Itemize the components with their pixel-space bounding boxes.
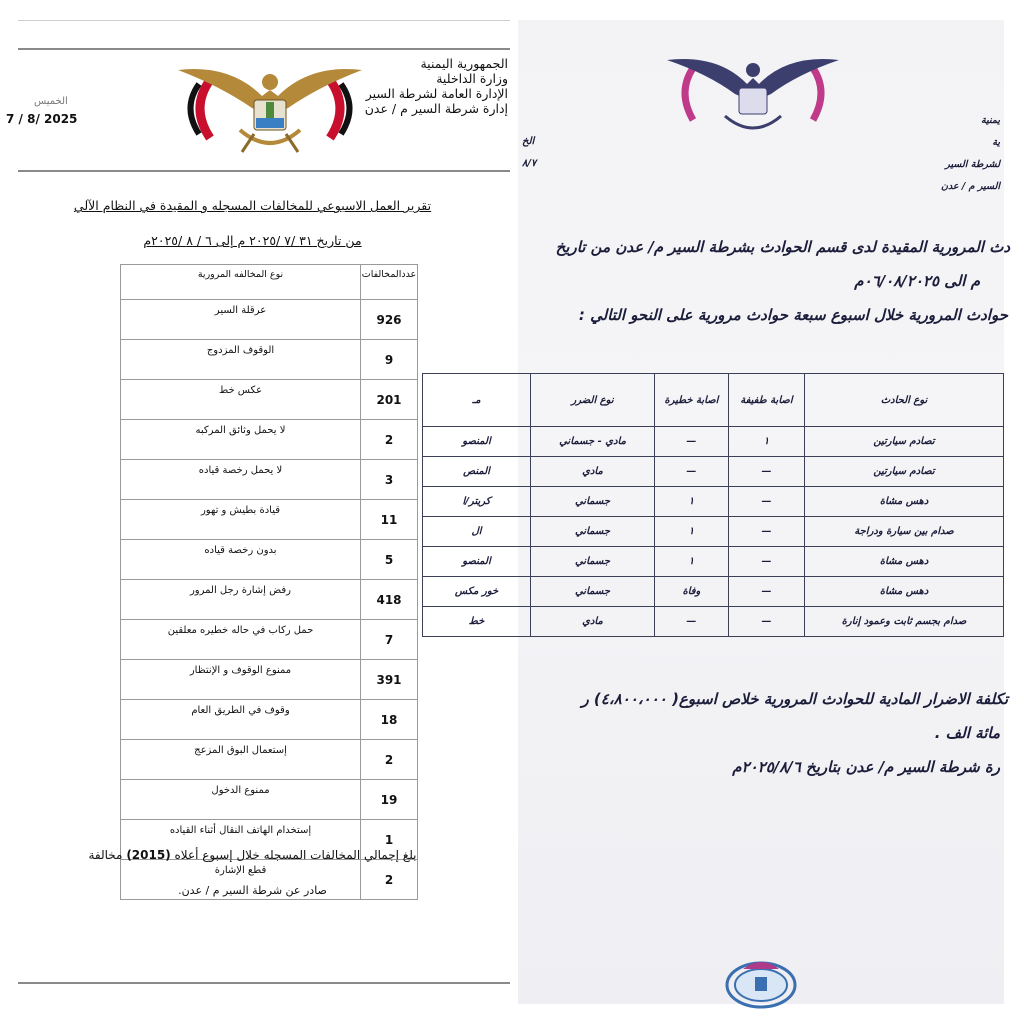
report-intro-line: دث المرورية المقيدة لدى قسم الحوادث بشرطة السير م/ عدن من تاريخ [555, 238, 1010, 256]
location: المنصو [423, 547, 531, 577]
violation-type: وقوف في الطريق العام [121, 700, 361, 740]
ministry-line: الجمهورية اليمنية [420, 56, 508, 71]
report-title: تقرير العمل الاسبوعي للمخالفات المسجله و المقيدة في النظام الآلي [73, 198, 432, 213]
violation-count: 2 [361, 420, 418, 460]
police-seal-icon [723, 955, 799, 1005]
violation-type: حمل ركاب في حاله خطيره معلقين [121, 620, 361, 660]
header-minor-injury: اصابة طفيفة [728, 374, 804, 427]
serious-injury: — [654, 607, 728, 637]
accident-type: دهس مشاة [805, 487, 1004, 517]
violation-type: بدون رخصة قياده [121, 540, 361, 580]
summary-line [0, 848, 505, 862]
damage-cost-line-2: مائة الف . [934, 724, 1000, 742]
yemen-emblem-icon [663, 50, 843, 140]
date-fragment: ٨/٧ [522, 158, 537, 169]
table-row [121, 620, 418, 660]
ministry-line: وزارة الداخلية [436, 71, 508, 86]
minor-injury: — [728, 577, 804, 607]
table-row [423, 607, 1004, 637]
minor-injury: — [728, 607, 804, 637]
violation-type: ممنوع الوقوف و الإنتظار [121, 660, 361, 700]
day-name-fragment: الخ [522, 136, 535, 147]
report-summary-line: حوادث المرورية خلال اسبوع سبعة حوادث مرورية على النحو التالي : [578, 306, 1008, 324]
table-row [121, 300, 418, 340]
table-row [423, 547, 1004, 577]
damage-cost-line: تكلفة الاضرار المادية للحوادث المرورية خلاص اسبوع( ٤،٨٠٠،٠٠٠) ر [581, 690, 1008, 708]
table-row [121, 340, 418, 380]
serious-injury: ١ [654, 487, 728, 517]
damage-type: جسماني [531, 517, 655, 547]
violation-count: 3 [361, 460, 418, 500]
accident-type: صدام بجسم ثابت وعمود إنارة [805, 607, 1004, 637]
header-serious-injury: اصابة خطيرة [654, 374, 728, 427]
damage-type: جسماني [531, 487, 655, 517]
table-row [121, 580, 418, 620]
violation-type: عكس خط [121, 380, 361, 420]
table-row [423, 427, 1004, 457]
ministry-line: الإدارة العامة لشرطة السير [365, 86, 508, 101]
damage-type: جسماني [531, 577, 655, 607]
day-name: الخميس [34, 96, 68, 107]
report-footer-line: رة شرطة السير م/ عدن بتاريخ ٢٠٢٥/٨/٦م [732, 758, 1000, 776]
violation-type: رفض إشارة رجل المرور [121, 580, 361, 620]
violation-count: 391 [361, 660, 418, 700]
violation-type: قطع الإشارة [121, 860, 361, 900]
header-top-rule [18, 48, 510, 50]
minor-injury: — [728, 457, 804, 487]
report-period-line: م الى ٠٦/٠٨/٢٠٢٥م [854, 272, 980, 290]
damage-type: مادي [531, 457, 655, 487]
summary-total: (2015) [126, 848, 171, 862]
yemen-eagle-emblem-icon [170, 60, 370, 156]
ministry-line: السير م / عدن [940, 181, 1000, 192]
damage-type: جسماني [531, 547, 655, 577]
table-row [121, 780, 418, 820]
summary-text: بلغ إجمالي المخالفات المسجله خلال إسبوع أعلاه [174, 848, 417, 862]
minor-injury: ١ [728, 427, 804, 457]
location: ال [423, 517, 531, 547]
report-date: 7 / 8/ 2025 [6, 112, 78, 126]
violation-count: 7 [361, 620, 418, 660]
accident-type: دهس مشاة [805, 547, 1004, 577]
serious-injury: وفاة [654, 577, 728, 607]
table-row [121, 700, 418, 740]
violation-count: 418 [361, 580, 418, 620]
table-row [423, 487, 1004, 517]
ministry-line: ية [992, 137, 1000, 148]
violation-type: إستخدام الهاتف النقال أثناء القياده [121, 820, 361, 860]
table-row [121, 740, 418, 780]
top-divider [18, 20, 510, 21]
report-period: من تاريخ ٣١ /٧ /٢٠٢٥ م إلى ٦ / ٨ /٢٠٢٥م [143, 233, 362, 248]
damage-type: مادي - جسماني [531, 427, 655, 457]
serious-injury: — [654, 457, 728, 487]
ministry-header [941, 110, 1000, 198]
violation-count: 11 [361, 500, 418, 540]
violation-type: الوقوف المزدوج [121, 340, 361, 380]
table-row [121, 500, 418, 540]
accident-type: صدام بين سيارة ودراجة [805, 517, 1004, 547]
accident-type: دهس مشاة [805, 577, 1004, 607]
violation-count: 2 [361, 740, 418, 780]
serious-injury: — [654, 427, 728, 457]
violation-type: لا يحمل وثائق المركبه [121, 420, 361, 460]
ministry-header [365, 56, 508, 116]
violation-count: 5 [361, 540, 418, 580]
violation-type: ممنوع الدخول [121, 780, 361, 820]
violation-count: 201 [361, 380, 418, 420]
location: خور مكس [423, 577, 531, 607]
violation-type: لا يحمل رخصة قياده [121, 460, 361, 500]
violation-count: 926 [361, 300, 418, 340]
table-row [423, 577, 1004, 607]
table-row [423, 457, 1004, 487]
serious-injury: ١ [654, 517, 728, 547]
issuer-line: صادر عن شرطة السير م / عدن. [178, 884, 327, 897]
violation-type: عرقلة السير [121, 300, 361, 340]
minor-injury: — [728, 487, 804, 517]
footer-rule [18, 982, 510, 984]
table-header-row [423, 374, 1004, 427]
location: المنص [423, 457, 531, 487]
header-accident-type: نوع الحادث [805, 374, 1004, 427]
header-damage-type: نوع الضرر [531, 374, 655, 427]
minor-injury: — [728, 517, 804, 547]
table-row [121, 420, 418, 460]
location: كريتر/ا [423, 487, 531, 517]
location: المنصو [423, 427, 531, 457]
violation-count: 19 [361, 780, 418, 820]
table-row [121, 460, 418, 500]
violations-table [120, 264, 418, 900]
table-row [423, 517, 1004, 547]
violation-count: 2 [361, 860, 418, 900]
accident-type: تصادم سيارتين [805, 427, 1004, 457]
table-row [121, 380, 418, 420]
ministry-line: إدارة شرطة السير م / عدن [364, 101, 508, 116]
violation-type: إستعمال البوق المزعج [121, 740, 361, 780]
header-type: نوع المخالفه المرورية [121, 265, 361, 300]
header-count: عددالمخالفات [361, 265, 418, 300]
minor-injury: — [728, 547, 804, 577]
header-location: مـ [423, 374, 531, 427]
damage-type: مادي [531, 607, 655, 637]
accidents-table [422, 373, 1004, 637]
ministry-line: لشرطة السير [945, 159, 1000, 170]
header-bottom-rule [18, 170, 510, 172]
table-header-row [121, 265, 418, 300]
serious-injury: ١ [654, 547, 728, 577]
violation-count: 18 [361, 700, 418, 740]
table-row [121, 660, 418, 700]
violation-count: 1 [361, 820, 418, 860]
violation-count: 9 [361, 340, 418, 380]
ministry-line: يمنية [981, 115, 1000, 126]
table-row [121, 540, 418, 580]
violation-type: قيادة بطيش و تهور [121, 500, 361, 540]
accident-type: تصادم سيارتين [805, 457, 1004, 487]
location: خط [423, 607, 531, 637]
summary-suffix: مخالفة [88, 848, 123, 862]
